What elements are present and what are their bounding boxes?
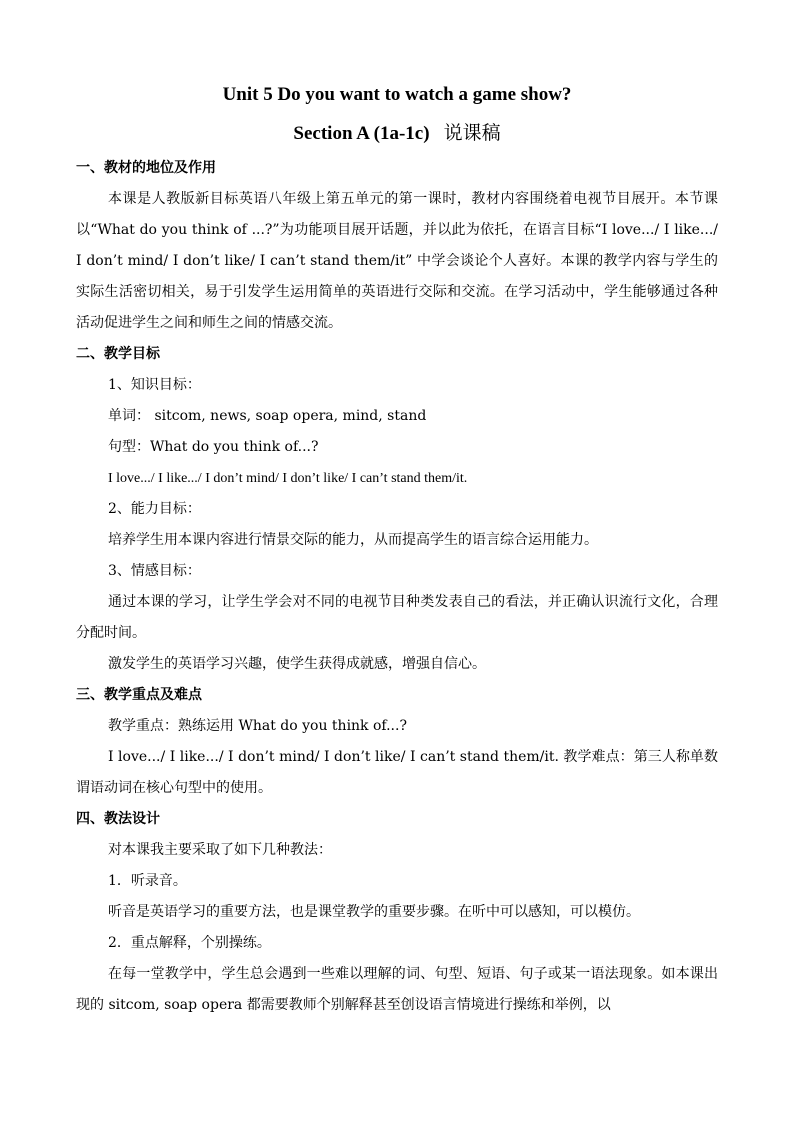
- methods-intro: 对本课我主要采取了如下几种教法：: [108, 842, 332, 858]
- section-heading-key-points: 三、教学重点及难点: [76, 687, 202, 703]
- objective-motivation-text: 激发学生的英语学习兴趣，使学生获得成就感，增强自信心。: [108, 656, 486, 672]
- objective-vocabulary: 单词： sitcom, news, soap opera, mind, stand: [108, 408, 427, 424]
- objective-knowledge-label: 1、知识目标：: [108, 377, 201, 393]
- objective-ability-text: 培养学生用本课内容进行情景交际的能力，从而提高学生的语言综合运用能力。: [108, 532, 598, 548]
- document-title: Unit 5 Do you want to watch a game show?: [222, 84, 572, 105]
- objective-emotion-text: 通过本课的学习，让学生学会对不同的电视节目种类发表自己的看法，并正确认识流行文化，合理分配时间。: [76, 594, 718, 641]
- subtitle-cn: 说课稿: [443, 122, 501, 144]
- section-heading-role: 一、教材的地位及作用: [76, 160, 216, 176]
- method-1-text: 听音是英语学习的重要方法，也是课堂教学的重要步骤。在听中可以感知，可以模仿。: [108, 904, 640, 920]
- objective-emotion-label: 3、情感目标：: [108, 563, 201, 579]
- method-2-label: 2．重点解释，个别操练。: [108, 935, 271, 951]
- objective-ability-label: 2、能力目标：: [108, 501, 201, 517]
- objective-sentence-pattern: 句型：What do you think of...?: [108, 439, 319, 455]
- document-subtitle: [76, 122, 718, 145]
- section-role-paragraph: 本课是人教版新目标英语八年级上第五单元的第一课时，教材内容围绕着电视节目展开。本节课以“What do you think of ...?”为功能项目展开话题，并以此为依托，在语言目标“I love.../ I like.../ I don’t mind/ I don’t like/ I can’t stand them/it” 中学会谈论个人喜好。本课的教学内容与学生的实际生活密切相关，易于引发学生运用简单的英语进行交际和交流。在学习活动中，学生能够通过各种活动促进学生之间和师生之间的情感交流。: [76, 191, 718, 331]
- section-heading-objectives: 二、教学目标: [76, 346, 160, 362]
- section-heading-methods: 四、教法设计: [76, 811, 160, 827]
- key-point-text: 教学重点：熟练运用 What do you think of...?: [108, 718, 407, 734]
- method-2-text: 在每一堂教学中，学生总会遇到一些难以理解的词、句型、短语、句子或某一语法现象。如本课出现的 sitcom, soap opera 都需要教师个别解释甚至创设语言情境进行操练和举例，以: [76, 966, 718, 1013]
- method-1-label: 1．听录音。: [108, 873, 187, 889]
- objective-expressions: I love.../ I like.../ I don’t mind/ I don’t like/ I can’t stand them/it.: [108, 471, 468, 486]
- subtitle-en: Section A (1a-1c): [293, 123, 430, 144]
- difficulty-text: I love.../ I like.../ I don’t mind/ I don’t like/ I can’t stand them/it. 教学难点：第三人称单数谓语动词在核心句型中的使用。: [76, 749, 718, 796]
